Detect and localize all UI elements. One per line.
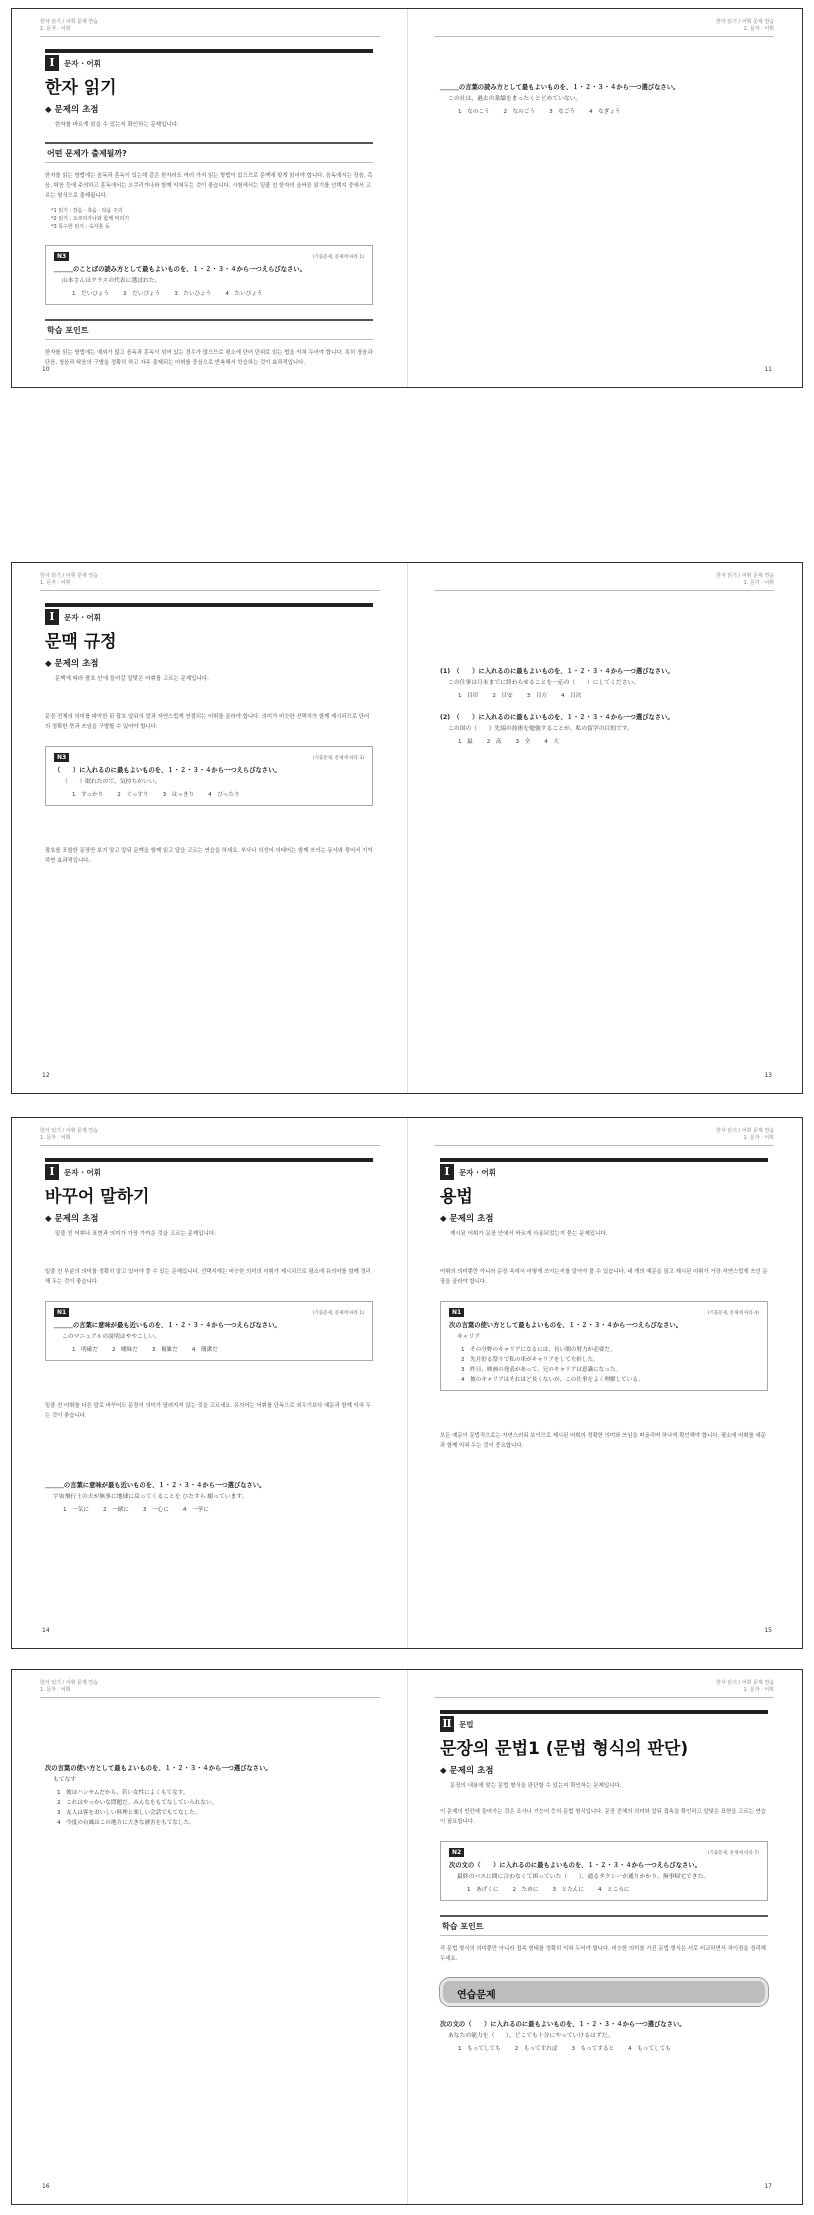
question-instruction: ＿＿＿の言葉の読み方として最もよいものを、１・２・３・４から一つ選びなさい。 [440,84,680,91]
question-sentence: 山本さんはクラスの代表に選ばれた。 [62,278,161,284]
page-title: 용법 [440,1187,473,1207]
page-right [440,1158,768,1451]
answer-option[interactable]: 4 たいぴょう [225,291,263,297]
answer-option[interactable]: 2 高 [486,739,502,745]
answer-option[interactable]: 2 これはやっかいな問題だ。みんなをもてなしていられない。 [57,1800,218,1806]
answer-option[interactable]: 2 もってすれば [514,2046,558,2052]
header-rule [40,590,380,591]
running-head: 한자 읽기 / 어휘 문제 연습 1. 문자 · 어휘 [40,1680,98,1693]
section-subtitle: 문자 · 어휘 [64,613,102,622]
body-paragraph: 한자를 읽는 방법에는 음독과 훈독이 있는데 같은 한자라도 여러 가지 읽는 방법이 있으므로 문맥에 맞게 읽어야 합니다. 음독에서는 장음, 촉음, 탁음 등에 주의하고 훈독에서는 오쿠리가나와 함께 익혀두는 것이 좋습니다. 시험에서는 밑줄 친 한자의 올바른 읽기를 선택지 중에서 고르는 형식으로 출제됩니다. [45,173,373,199]
page-number: 16 [42,2183,50,2190]
running-head: 한자 읽기 / 어휘 문제 연습 1. 문자 · 어휘 [716,1680,774,1693]
answer-option[interactable]: 2 ために [512,1887,539,1893]
answer-option[interactable]: 4 もってしても [628,2046,671,2052]
header-rule [434,590,774,591]
answer-option[interactable]: 2 一緒に [102,1507,129,1513]
question-instruction: (2) （ ）に入れるのに最もよいものを、１・２・３・４から一つ選びなさい。 [440,714,674,721]
focus-text: 문맥에 따라 괄호 안에 들어갈 알맞은 어휘를 고르는 문제입니다. [55,676,209,682]
page-right [440,79,768,115]
header-rule [40,1697,380,1698]
answer-options [440,691,768,699]
source-note: (기출문제, 문제에 따라 7) [707,1850,759,1856]
focus-heading: ◆ 문제의 초점 [45,105,99,115]
section-bar [45,49,373,53]
page-title: 문장의 문법1 (문법 형식의 판단) [440,1739,689,1759]
answer-option[interactable]: 1 最 [458,739,473,745]
focus-heading: ◆ 문제의 초점 [45,1214,99,1224]
question-sentence: この仕事は月末までに終わらせることを一応の（ ）にしてください。 [448,680,640,686]
answer-option[interactable]: 1 明確だ [72,1347,98,1353]
running-head: 한자 읽기 / 어휘 문제 연습 1. 문자 · 어휘 [40,573,98,586]
example-box [45,1301,373,1361]
section-bar [440,1158,768,1162]
answer-options [54,1345,364,1353]
answer-option[interactable]: 4 なぎょう [589,109,621,115]
answer-option[interactable]: 3 はっきり [162,792,195,798]
answer-option[interactable]: 1 あげくに [467,1887,499,1893]
question-instruction: ＿＿＿のことばの読み方として最もよいものを、１・２・３・４から一つえらびなさい。 [54,266,306,273]
page-number: 15 [764,1627,772,1634]
answer-option[interactable]: 1 一気に [63,1507,89,1513]
page-number: 13 [764,1072,772,1079]
body-paragraph: 한자를 읽는 방법에는 예외가 많고 음독과 훈독이 섞여 있는 경우가 많으므로 평소에 단어 단위로 읽는 법을 익혀 두어야 합니다. 특히 장음과 단음, 청음과 탁음의 구별을 정확히 하고 자주 출제되는 어휘를 중심으로 반복해서 학습하는 것이 효과적입니다. [45,350,373,366]
question-instruction: （ ）に入れるのに最もよいものを、１・２・３・４から一つえらびなさい。 [54,767,281,774]
answer-options [45,1788,373,1826]
running-head: 한자 읽기 / 어휘 문제 연습 1. 문자 · 어휘 [716,1128,774,1141]
source-note: (기출문제, 문제에 따라 4) [707,1310,759,1316]
target-word: もてなす [53,1777,77,1783]
section-subtitle: 문자 · 어휘 [459,1168,497,1177]
answer-option[interactable]: 4 簡潔だ [191,1347,218,1353]
answer-option[interactable]: 1 目印 [458,693,479,699]
answer-options [449,1345,759,1383]
section-header [440,1158,768,1207]
header-rule [434,1145,774,1146]
answer-option[interactable]: 3 なごう [549,109,575,115]
page-left [45,603,373,866]
section-header [45,1158,373,1207]
answer-option[interactable]: 1 彼はハンサムだから、若い女性によくもてなす。 [57,1790,189,1796]
gutter [407,1118,408,1648]
answer-option[interactable]: 3 全 [515,739,531,745]
question-sentence: 宇宙飛行士の夫が無事に地球に戻ってくることを ひたすら 願っています。 [53,1494,248,1500]
section-subtitle: 문법 [459,1720,474,1729]
section-subtitle: 문자 · 어휘 [64,59,102,68]
answer-option[interactable]: 2 曖昧だ [111,1347,138,1353]
answer-option[interactable]: 4 目次 [561,693,582,699]
answer-option[interactable]: 1 もってしても [458,2046,501,2052]
body-paragraph: 밑줄 친 어휘를 다른 말로 바꾸어도 문장의 의미가 달라지지 않는 것을 고르세요. 유의어는 어휘를 단독으로 외우기보다 예문과 함께 익혀 두는 것이 좋습니다. [45,1403,371,1419]
example-box [45,245,373,305]
focus-heading: ◆ 문제의 초점 [440,1214,494,1224]
body-paragraph: 각 문법 형식의 의미뿐만 아니라 접속 형태를 정확히 익혀 두어야 합니다. 비슷한 의미를 가진 문법 형식은 서로 비교하면서 차이점을 정리해 두세요. [440,1946,766,1962]
section-bar [440,1710,768,1714]
body-paragraph: 괄호를 포함한 문장만 보지 말고 앞뒤 문맥을 함께 읽고 답을 고르는 연습을 하세요. 부사나 의성어·의태어는 함께 쓰이는 동사와 묶어서 기억하면 효과적입니다. [45,848,373,864]
header-rule [434,36,774,37]
page-title: 문맥 규정 [45,632,117,652]
spread-4 [11,1669,803,2205]
answer-option[interactable]: 3 もってすると [571,2046,615,2052]
header-rule [40,1145,380,1146]
gutter [407,1670,408,2204]
page-number: 14 [42,1627,50,1634]
answer-option[interactable]: 3 昨日、映画の発表があって、兄のキャリアは意識になった。 [461,1367,622,1373]
example-box [440,1301,768,1391]
answer-option[interactable]: 3 たいひょう [174,291,212,297]
answer-option[interactable]: 2 先月貯る祭りで私の車がキャリアをして左折した。 [461,1357,599,1363]
focus-text: 한자를 바르게 읽을 수 있는지 확인하는 문제입니다. [55,122,179,128]
page-left [45,1158,373,1513]
question-instruction: 次の文の（ ）に入れるのに最もよいものを、１・２・３・４から一つ選びなさい。 [440,2021,686,2028]
question-sentence: 最終のバスに間に合わなくて困っていた（ ）、通るタクシーが通りかかり、無事帰宅できた。 [457,1874,710,1880]
question-sentence: （ ）眠れたので、気持ちがいい。 [62,779,161,785]
gutter [407,563,408,1093]
answer-option[interactable]: 4 一挙に [182,1507,209,1513]
practice-banner: 연습문제 [440,1978,768,2006]
focus-text: 문장의 내용에 맞는 문법 형식을 판단할 수 있는지 확인하는 문제입니다. [450,1783,622,1789]
page-number: 17 [764,2183,772,2190]
answer-option[interactable]: 2 だいぴょう [123,291,161,297]
answer-option[interactable]: 4 彼のキャリアはそれほど長くないが、この仕事をよく理解している。 [461,1377,644,1383]
answer-option[interactable]: 1 その分野のキャリアになるには、長い間の努力が必要だ。 [461,1347,616,1353]
notes: *1 읽기 : 장음 · 촉음 · 탁음 주의 *2 읽기 : 오쿠리가나와 함께 익히기 *3 특수한 읽기 : 숙자훈 등 [51,208,130,230]
page-number: 10 [42,366,50,373]
answer-options [54,289,364,297]
source-note: (기출문제, 문제에 따라 1) [312,1310,364,1316]
answer-option[interactable]: 3 友人は客をおいしい料理と楽しい会話でもてなした。 [57,1810,201,1816]
body-paragraph: 어휘의 의미뿐만 아니라 문장 속에서 어떻게 쓰이는지를 알아야 풀 수 있습니다. 네 개의 예문을 읽고 제시된 어휘가 가장 자연스럽게 쓰인 문장을 골라야 합니다. [440,1269,768,1285]
level-badge: N1 [54,1308,69,1317]
page-right [440,1710,768,2052]
level-badge: N3 [54,252,69,261]
subsection-heading: 어떤 문제가 출제될까? [45,142,373,163]
answer-option[interactable]: 1 なのこう [458,109,490,115]
section-header [440,1710,768,1759]
question-instruction: 次の言葉の使い方として最もよいものを、１・２・３・４から一つえらびなさい。 [449,1322,682,1329]
focus-heading: ◆ 문제의 초점 [440,1766,494,1776]
page-right [440,663,768,745]
question-sentence: あなたの能力を（ ）、どこでも十分にやっていけるはずだ。 [448,2033,614,2039]
answer-options [45,1505,373,1513]
question-sentence: この社は、過去の業績をまったくとどめていない。 [448,96,582,102]
source-note: (기출문제, 문제에 따라 1) [312,254,364,260]
source-note: (기출문제, 문제에 따라 3) [312,755,364,761]
gutter [407,9,408,387]
header-rule [40,36,380,37]
answer-option[interactable]: 4 大 [544,739,559,745]
section-number: Ⅰ [45,1164,59,1180]
subsection-heading: 학습 포인트 [45,319,373,340]
question-instruction: 次の文の（ ）に入れるのに最もよいものを、１・２・３・４から一つえらびなさい。 [449,1862,701,1869]
body-paragraph: 모든 예문이 문법적으로는 자연스러워 보이므로 제시된 어휘의 정확한 의미와 쓰임을 떠올리며 하나씩 확인해야 합니다. 평소에 어휘를 예문과 함께 익혀 두는 것이 중요합니다. [440,1433,766,1449]
answer-option[interactable]: 3 目方 [526,693,548,699]
page-left [45,49,373,368]
answer-option[interactable]: 3 一心に [142,1507,169,1513]
section-number: Ⅰ [45,55,59,71]
running-head: 한자 읽기 / 어휘 문제 연습 1. 문자 · 어휘 [40,19,98,32]
focus-heading: ◆ 문제의 초점 [45,659,99,669]
page-number: 11 [764,366,772,373]
answer-option[interactable]: 3 とたんに [552,1887,584,1893]
page-number: 12 [42,1072,50,1079]
running-head: 한자 읽기 / 어휘 문제 연습 1. 문자 · 어휘 [40,1128,98,1141]
running-head: 한자 읽기 / 어휘 문제 연습 1. 문자 · 어휘 [716,573,774,586]
spread-2 [11,562,803,1094]
answer-option[interactable]: 1 だいひょう [72,291,110,297]
answer-option[interactable]: 4 今度の台風はこの地方に大きな被害をもてなした。 [57,1820,195,1826]
answer-option[interactable]: 2 ぐっすり [117,792,149,798]
level-badge: N2 [449,1848,464,1857]
page-title: 바꾸어 말하기 [45,1187,150,1207]
question-instruction: ＿＿＿の言葉に意味が最も近いものを、１・２・３・４から一つ選びなさい。 [45,1482,266,1489]
focus-text: 밑줄 친 어휘나 표현과 의미가 가장 가까운 것을 고르는 문제입니다. [55,1231,216,1237]
answer-options [440,737,768,745]
body-paragraph: 밑줄 친 부분의 의미를 정확히 알고 있어야 풀 수 있는 문제입니다. 선택지에는 비슷한 의미의 어휘가 제시되므로 평소에 유의어를 함께 정리해 두는 것이 좋습니다. [45,1269,371,1285]
answer-options [440,2044,768,2052]
answer-option[interactable]: 2 なのごう [503,109,536,115]
section-number: Ⅱ [440,1716,454,1732]
page-title: 한자 읽기 [45,78,117,98]
level-badge: N3 [54,753,69,762]
section-subtitle: 문자 · 어휘 [64,1168,102,1177]
header-rule [434,1697,774,1698]
answer-option[interactable]: 4 ぴったり [208,792,240,798]
page-left [45,1760,373,1826]
spread-1 [11,8,803,388]
section-number: Ⅰ [440,1164,454,1180]
answer-options [440,107,768,115]
target-word: キャリア [457,1334,481,1340]
section-bar [45,603,373,607]
question-instruction: ＿＿＿の言葉に意味が最も近いものを、１・２・３・４から一つえらびなさい。 [54,1322,281,1329]
spread-3 [11,1117,803,1649]
answer-option[interactable]: 4 ところに [598,1887,630,1893]
question-sentence: この国の（ ）先端の技術を勉強することが、私の留学の目的です。 [448,726,634,732]
question-sentence: このマニュアルの説明はややこしい。 [62,1334,161,1340]
section-bar [45,1158,373,1162]
example-box [440,1841,768,1901]
level-badge: N1 [449,1308,464,1317]
answer-options [449,1885,759,1893]
answer-option[interactable]: 1 すっかり [72,792,104,798]
section-number: Ⅰ [45,609,59,625]
subsection-heading: 학습 포인트 [440,1915,768,1936]
body-paragraph: 이 문제의 빈칸에 들어가는 것은 조사나 기능어 등의 문법 형식입니다. 문장 전체의 의미와 앞뒤 접속을 확인하고 알맞은 표현을 고르는 연습이 필요합니다. [440,1809,766,1825]
question-instruction: 次の言葉の使い方として最もよいものを、１・２・３・４から一つ選びなさい。 [45,1765,272,1772]
question-instruction: (1) （ ）に入れるのに最もよいものを、１・２・３・４から一つ選びなさい。 [440,668,674,675]
section-header [45,603,373,652]
body-paragraph: 문장 전체의 의미를 파악한 뒤 괄호 앞뒤의 말과 자연스럽게 연결되는 어휘를 골라야 합니다. 의미가 비슷한 선택지가 함께 제시되므로 단어의 정확한 뜻과 쓰임을 구별할 수 있어야 합니다. [45,714,370,730]
answer-options [54,790,364,798]
answer-option[interactable]: 3 複雑だ [151,1347,178,1353]
answer-option[interactable]: 2 目安 [492,693,513,699]
section-header [45,49,373,98]
example-box [45,746,373,806]
focus-text: 제시된 어휘가 문장 안에서 바르게 사용되었는지 묻는 문제입니다. [450,1231,608,1237]
running-head: 한자 읽기 / 어휘 문제 연습 1. 문자 · 어휘 [716,19,774,32]
